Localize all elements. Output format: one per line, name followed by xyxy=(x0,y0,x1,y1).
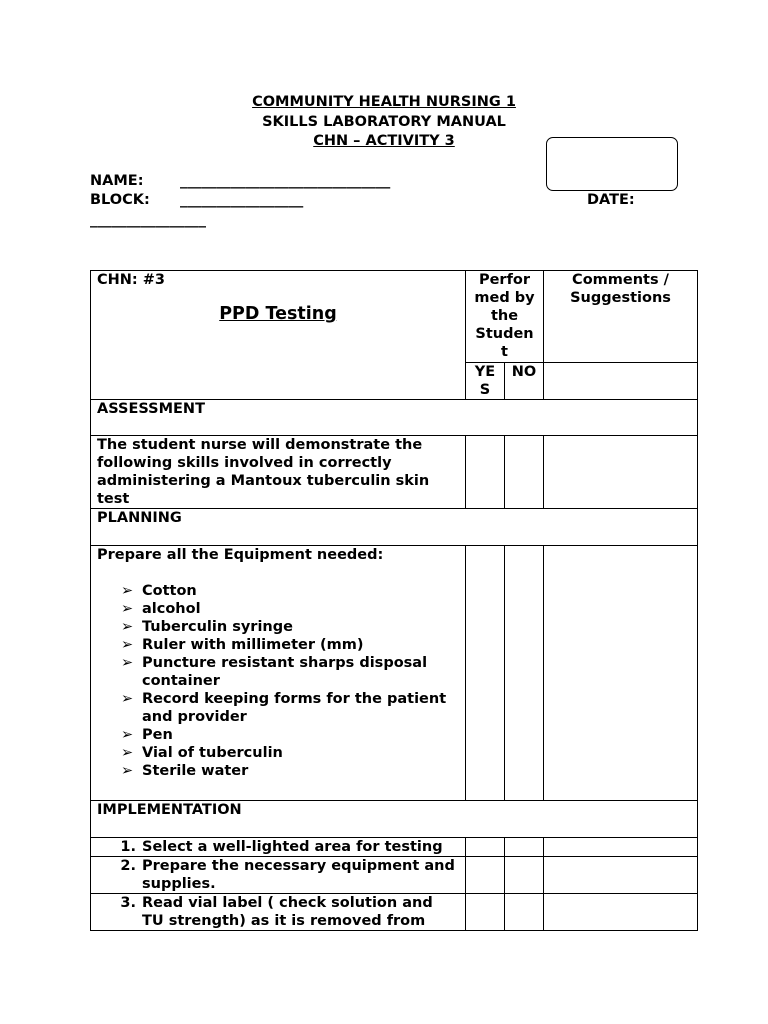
header-title: COMMUNITY HEALTH NURSING 1 xyxy=(252,94,516,110)
comments-cell[interactable] xyxy=(544,838,698,857)
yes-column-header: YE S xyxy=(466,363,505,400)
block-field[interactable]: _________________ xyxy=(180,192,304,208)
arrowhead-icon: ➢ xyxy=(121,637,134,653)
no-checkbox-cell[interactable] xyxy=(505,838,544,857)
implementation-step xyxy=(91,838,466,857)
date-field[interactable]: ________________ xyxy=(90,212,206,228)
step-number: 2. xyxy=(120,858,136,874)
header-activity: CHN – ACTIVITY 3 xyxy=(313,133,455,149)
name-field[interactable]: _____________________________ xyxy=(180,173,391,189)
section-implementation: IMPLEMENTATION xyxy=(91,801,698,838)
comments-cell[interactable] xyxy=(544,436,698,509)
equipment-list xyxy=(97,582,459,780)
no-checkbox-cell[interactable] xyxy=(505,546,544,801)
arrowhead-icon: ➢ xyxy=(121,727,134,743)
procedure-header-cell xyxy=(91,271,466,400)
arrowhead-icon: ➢ xyxy=(121,583,134,599)
step-number: 1. xyxy=(120,839,136,855)
planning-equipment-cell xyxy=(91,546,466,801)
list-item: ➢ Cotton xyxy=(121,583,197,599)
step-text: Read vial label ( check solution and TU strength) as it is removed from xyxy=(142,895,433,929)
yes-checkbox-cell[interactable] xyxy=(466,894,505,931)
yes-checkbox-cell[interactable] xyxy=(466,838,505,857)
yes-checkbox-cell[interactable] xyxy=(466,857,505,894)
name-label: NAME: xyxy=(90,173,144,189)
comments-cell[interactable] xyxy=(544,857,698,894)
list-item: ➢ Pen xyxy=(121,727,173,743)
arrowhead-icon: ➢ xyxy=(121,655,134,671)
no-checkbox-cell[interactable] xyxy=(505,436,544,509)
date-label: DATE: xyxy=(587,192,635,208)
step-text: Select a well-lighted area for testing xyxy=(142,839,443,855)
header-subtitle: SKILLS LABORATORY MANUAL xyxy=(262,114,506,130)
yes-checkbox-cell[interactable] xyxy=(466,546,505,801)
no-column-header: NO xyxy=(505,363,544,400)
chn-number: CHN: #3 xyxy=(97,272,165,288)
no-checkbox-cell[interactable] xyxy=(505,857,544,894)
step-number: 3. xyxy=(120,895,136,911)
assessment-text: The student nurse will demonstrate the following skills involved in correctly administering a Mantoux tuberculin skin test xyxy=(91,436,466,509)
performed-header: Perfor med by the Studen t xyxy=(466,271,544,363)
section-assessment: ASSESSMENT xyxy=(91,400,698,436)
arrowhead-icon: ➢ xyxy=(121,619,134,635)
comments-header: Comments / Suggestions xyxy=(544,271,698,363)
yes-checkbox-cell[interactable] xyxy=(466,436,505,509)
comments-subheader-cell xyxy=(544,363,698,400)
block-label: BLOCK: xyxy=(90,192,150,208)
list-item: ➢ alcohol xyxy=(121,601,201,617)
implementation-step xyxy=(91,894,466,931)
list-item: ➢ Tuberculin syringe xyxy=(121,619,293,635)
arrowhead-icon: ➢ xyxy=(121,691,134,707)
procedure-title: PPD Testing xyxy=(219,304,337,324)
no-checkbox-cell[interactable] xyxy=(505,894,544,931)
list-item: ➢ Vial of tuberculin xyxy=(121,745,283,761)
arrowhead-icon: ➢ xyxy=(121,601,134,617)
planning-intro: Prepare all the Equipment needed: xyxy=(97,547,384,563)
implementation-step xyxy=(91,857,466,894)
skills-checklist-table xyxy=(90,270,698,931)
list-item: ➢ Puncture resistant sharps disposal container xyxy=(121,655,428,689)
comments-cell[interactable] xyxy=(544,894,698,931)
comments-cell[interactable] xyxy=(544,546,698,801)
list-item: ➢ Sterile water xyxy=(121,763,249,779)
stamp-box xyxy=(546,137,678,191)
list-item: ➢ Ruler with millimeter (mm) xyxy=(121,637,364,653)
step-text: Prepare the necessary equipment and supplies. xyxy=(142,858,455,892)
list-item: ➢ Record keeping forms for the patient and provider xyxy=(121,691,447,725)
section-planning: PLANNING xyxy=(91,509,698,546)
arrowhead-icon: ➢ xyxy=(121,745,134,761)
arrowhead-icon: ➢ xyxy=(121,763,134,779)
